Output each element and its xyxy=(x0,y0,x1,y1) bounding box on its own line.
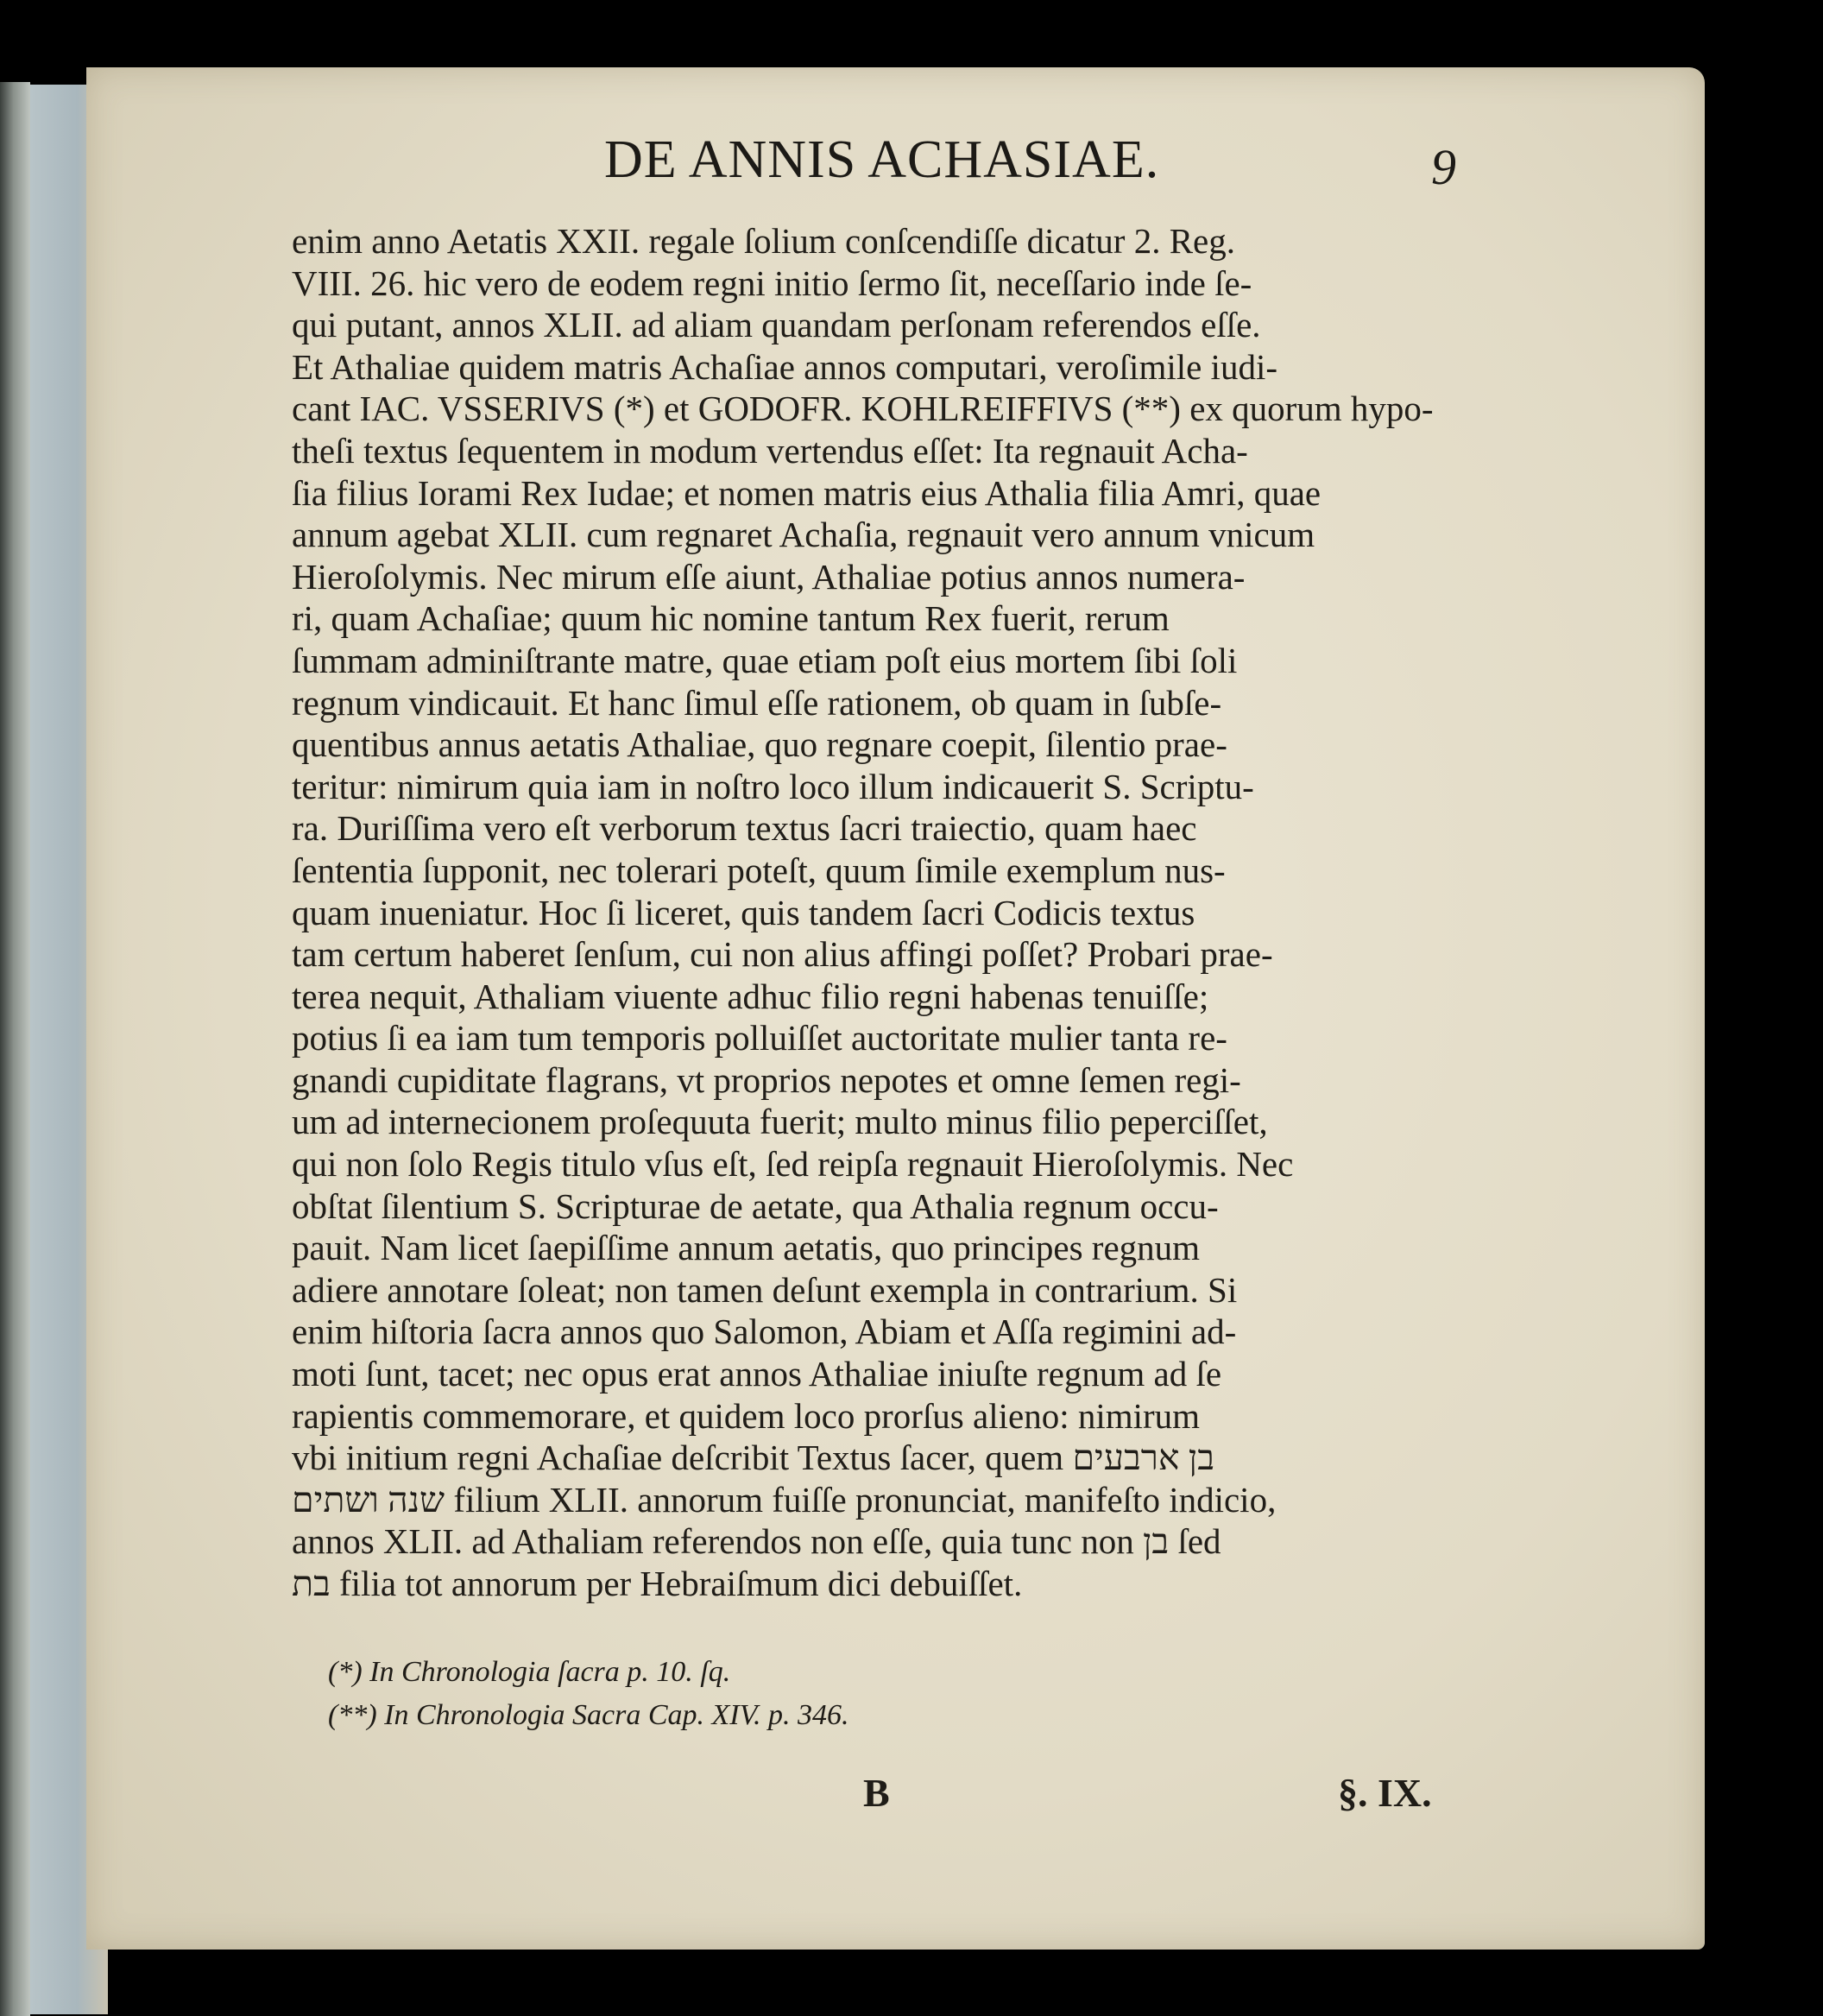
text-line: qui putant, annos XLII. ad aliam quandam perſonam referendos eſſe. xyxy=(292,305,1261,345)
text-line: rapientis commemorare, et quidem loco prorſus alieno: nimirum xyxy=(292,1395,1201,1436)
text-line: terea nequit, Athaliam viuente adhuc filio regni habenas tenuiſſe; xyxy=(292,976,1209,1016)
text-line: enim anno Aetatis XXII. regale ſolium conſcendiſſe dicatur 2. Reg. xyxy=(292,221,1236,261)
text-line: gnandi cupiditate flagrans, vt proprios nepotes et omne ſemen regi- xyxy=(292,1059,1241,1100)
text-line: quam inueniatur. Hoc ſi liceret, quis tandem ſacri Codicis textus xyxy=(292,892,1195,932)
page-header xyxy=(0,130,1823,199)
main-text xyxy=(292,220,1474,1605)
book-binding-edge xyxy=(0,82,30,2016)
text-line: Hieroſolymis. Nec mirum eſſe aiunt, Athaliae potius annos numera- xyxy=(292,556,1246,597)
text-line: שנה ושתים filium XLII. annorum fuiſſe pronunciat, manifeſto indicio, xyxy=(292,1479,1277,1520)
text-line: cant IAC. VSSERIVS (*) et GODOFR. KOHLREIFFIVS (**) ex quorum hypo- xyxy=(292,389,1434,429)
text-line: ſententia ſupponit, nec tolerari poteſt, quum ſimile exemplum nus- xyxy=(292,850,1226,890)
text-line: um ad internecionem proſequuta fuerit; multo minus filio peperciſſet, xyxy=(292,1102,1268,1142)
text-line: VIII. 26. hic vero de eodem regni initio ſermo ſit, neceſſario inde ſe- xyxy=(292,262,1252,303)
text-line: obſtat ſilentium S. Scripturae de aetate, qua Athalia regnum occu- xyxy=(292,1185,1219,1226)
text-line: theſi textus ſequentem in modum vertendus eſſet: Ita regnauit Acha- xyxy=(292,430,1248,471)
catchword: §. IX. xyxy=(1338,1771,1432,1815)
text-line: potius ſi ea iam tum temporis polluiſſet auctoritate mulier tanta re- xyxy=(292,1018,1227,1059)
footnote-2: (**) In Chronologia Sacra Cap. XIV. p. 346. xyxy=(328,1699,849,1731)
text-line: quentibus annus aetatis Athaliae, quo regnare coepit, ſilentio prae- xyxy=(292,724,1227,765)
text-line: regnum vindicauit. Et hanc ſimul eſſe rationem, ob quam in ſubſe- xyxy=(292,682,1222,723)
text-line: tam certum haberet ſenſum, cui non alius affingi poſſet? Probari prae- xyxy=(292,934,1273,975)
text-line: annum agebat XLII. cum regnaret Achaſia, regnauit vero annum vnicum xyxy=(292,515,1315,555)
text-line: adiere annotare ſoleat; non tamen deſunt exempla in contrarium. Si xyxy=(292,1269,1238,1310)
text-line: ri, quam Achaſiae; quum hic nomine tantum Rex fuerit, rerum xyxy=(292,598,1170,639)
text-line: qui non ſolo Regis titulo vſus eſt, ſed reipſa regnauit Hieroſolymis. Nec xyxy=(292,1144,1294,1185)
text-line: moti ſunt, tacet; nec opus erat annos Athaliae iniuſte regnum ad ſe xyxy=(292,1354,1222,1394)
text-line: annos XLII. ad Athaliam referendos non eſſe, quia tunc non בן ſed xyxy=(292,1521,1221,1562)
text-line: ſia filius Iorami Rex Iudae; et nomen matris eius Athalia filia Amri, quae xyxy=(292,472,1322,513)
text-line: pauit. Nam licet ſaepiſſime annum aetatis, quo principes regnum xyxy=(292,1228,1201,1268)
text-line: Et Athaliae quidem matris Achaſiae annos computari, veroſimile iudi- xyxy=(292,346,1277,387)
signature-mark: B xyxy=(863,1771,890,1815)
text-line: enim hiſtoria ſacra annos quo Salomon, Abiam et Aſſa regimini ad- xyxy=(292,1311,1237,1352)
text-line: teritur: nimirum quia iam in noſtro loco illum indicauerit S. Scriptu- xyxy=(292,766,1254,806)
text-line: vbi initium regni Achaſiae deſcribit Textus ſacer, quem בן ארבעים xyxy=(292,1438,1214,1478)
footnote-1: (*) In Chronologia ſacra p. 10. ſq. xyxy=(328,1656,731,1688)
text-line: בת filia tot annorum per Hebraiſmum dici debuiſſet. xyxy=(292,1564,1023,1603)
running-title: DE ANNIS ACHASIAE. xyxy=(604,130,1160,189)
page-number: 9 xyxy=(1431,139,1456,195)
text-line: ſummam adminiſtrante matre, quae etiam poſt eius mortem ſibi ſoli xyxy=(292,640,1238,680)
text-line: ra. Duriſſima vero eſt verborum textus ſacri traiectio, quam haec xyxy=(292,808,1197,849)
